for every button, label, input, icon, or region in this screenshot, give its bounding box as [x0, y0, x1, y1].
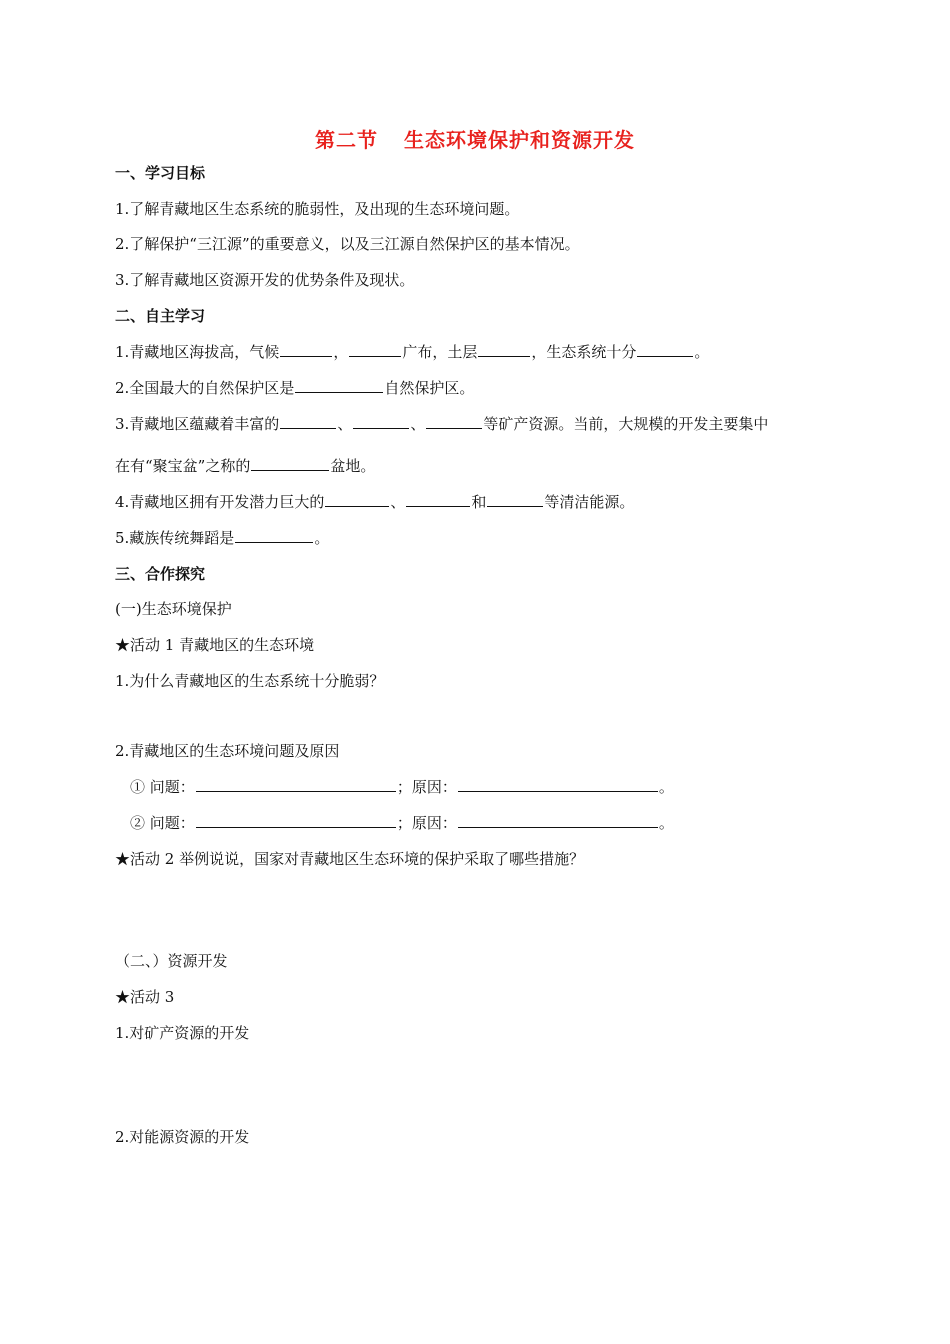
- activity-3-question-2: 2.对能源资源的开发: [115, 1128, 250, 1146]
- blank-field[interactable]: [353, 414, 409, 429]
- problem-row-2: ② 问题： ；原因： 。: [130, 814, 674, 832]
- question-1: 1.青藏地区海拔高，气候 ， 广布，土层 ，生态系统十分 。: [115, 343, 710, 361]
- activity-1-title: ★活动 1 青藏地区的生态环境: [115, 636, 315, 654]
- blank-field[interactable]: [325, 492, 389, 507]
- blank-field[interactable]: [235, 528, 313, 543]
- goal-item-3: 3.了解青藏地区资源开发的优势条件及现状。: [115, 271, 415, 289]
- activity-2-title: ★活动 2 举例说说，国家对青藏地区生态环境的保护采取了哪些措施？: [115, 850, 585, 868]
- page-title: [0, 124, 950, 153]
- question-2: 2.全国最大的自然保护区是 自然保护区。: [115, 379, 475, 397]
- question-3-continued: 在有“聚宝盆”之称的 盆地。: [115, 457, 376, 475]
- blank-field[interactable]: [637, 342, 693, 357]
- cause-field[interactable]: [458, 813, 658, 828]
- blank-field[interactable]: [295, 378, 383, 393]
- question-3: 3.青藏地区蕴藏着丰富的 、 、 等矿产资源。当前，大规模的开发主要集中: [115, 415, 769, 433]
- blank-field[interactable]: [426, 414, 482, 429]
- title-section-number: 第二节: [315, 128, 378, 152]
- activity-3-question-1: 1.对矿产资源的开发: [115, 1024, 250, 1042]
- activity-1-question-2: 2.青藏地区的生态环境问题及原因: [115, 742, 340, 760]
- problem-field[interactable]: [196, 777, 396, 792]
- blank-field[interactable]: [406, 492, 470, 507]
- goal-item-1: 1.了解青藏地区生态系统的脆弱性，及出现的生态环境问题。: [115, 200, 520, 218]
- problem-field[interactable]: [196, 813, 396, 828]
- section-heading-goals: 一、学习目标: [115, 164, 206, 182]
- subsection-resources: （二、）资源开发: [115, 952, 228, 970]
- goal-item-2: 2.了解保护“三江源”的重要意义，以及三江源自然保护区的基本情况。: [115, 235, 580, 253]
- blank-field[interactable]: [349, 342, 401, 357]
- blank-field[interactable]: [487, 492, 543, 507]
- blank-field[interactable]: [280, 414, 336, 429]
- blank-field[interactable]: [251, 456, 329, 471]
- cause-field[interactable]: [458, 777, 658, 792]
- section-heading-self-study: 二、自主学习: [115, 307, 206, 325]
- question-5: 5.藏族传统舞蹈是 。: [115, 529, 330, 547]
- activity-1-question-1: 1.为什么青藏地区的生态系统十分脆弱？: [115, 672, 385, 690]
- section-heading-cooperative: 三、合作探究: [115, 565, 206, 583]
- problem-row-1: ① 问题： ；原因： 。: [130, 778, 674, 796]
- question-4: 4.青藏地区拥有开发潜力巨大的 、 和 等清洁能源。: [115, 493, 635, 511]
- activity-3-title: ★活动 3: [115, 988, 175, 1006]
- blank-field[interactable]: [280, 342, 332, 357]
- subsection-ecology: (一)生态环境保护: [115, 600, 232, 618]
- blank-field[interactable]: [478, 342, 530, 357]
- title-text: 生态环境保护和资源开发: [404, 128, 635, 152]
